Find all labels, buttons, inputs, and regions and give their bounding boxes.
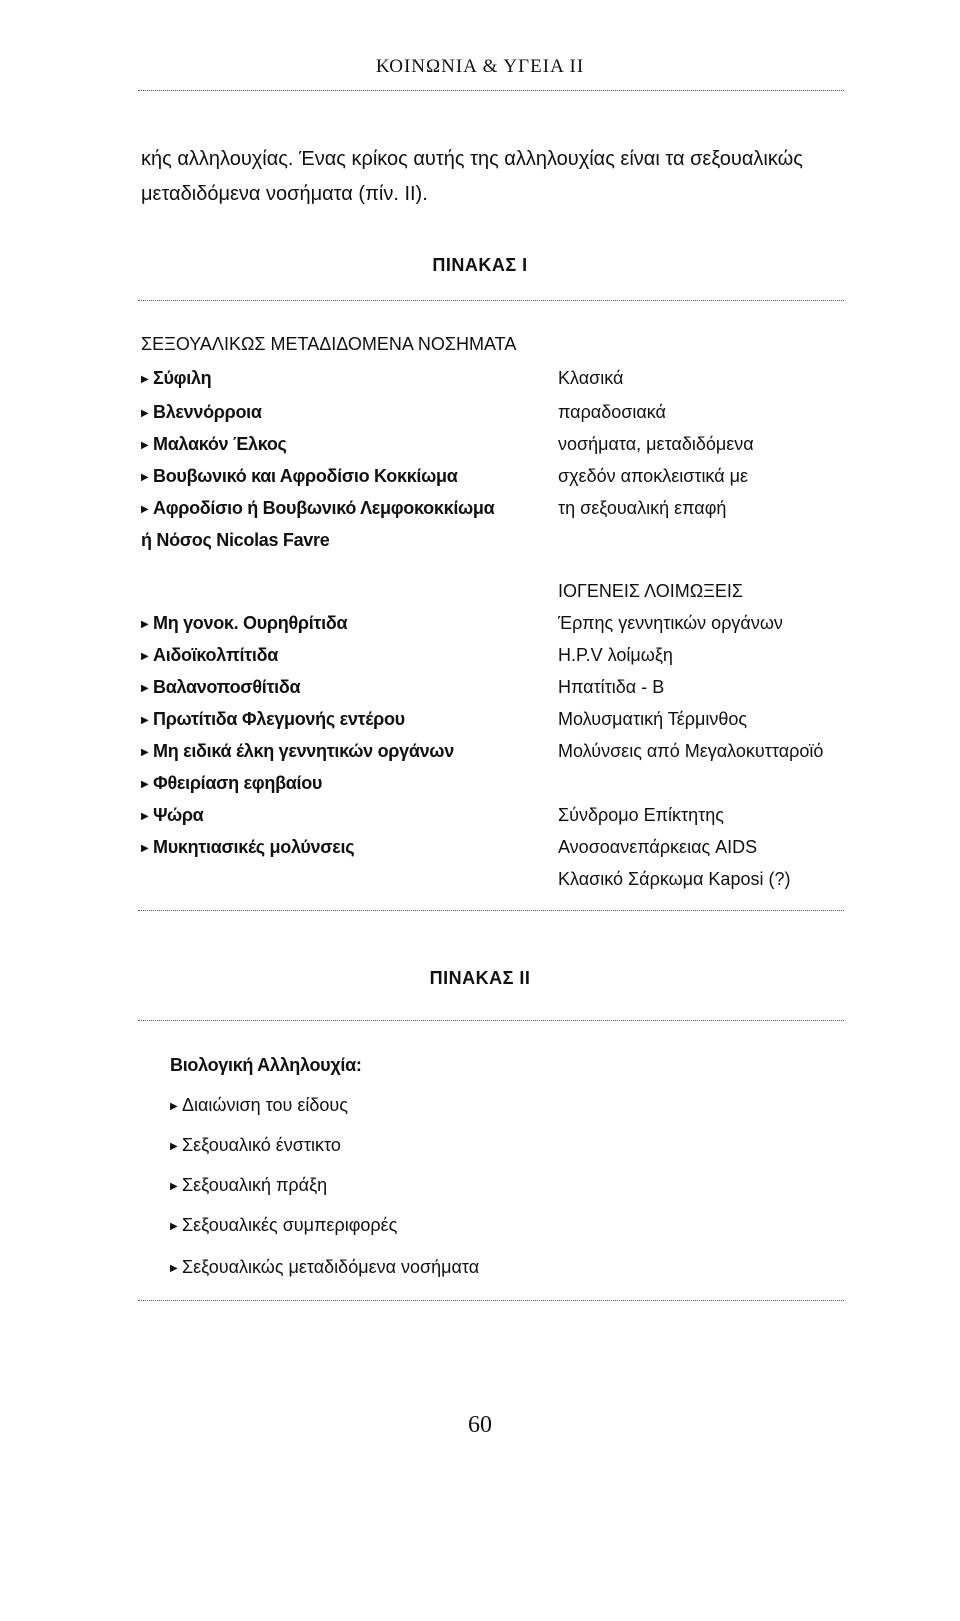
bullet-icon: ▶ bbox=[170, 1181, 178, 1192]
bullet-icon: ▶ bbox=[141, 811, 149, 822]
bullet-icon: ▶ bbox=[141, 374, 149, 385]
bullet-icon: ▶ bbox=[141, 651, 149, 662]
bullet-icon: ▶ bbox=[141, 843, 149, 854]
viral-item: Μολύνσεις από Μεγαλοκυτταροϊό bbox=[558, 741, 824, 761]
table-2-top-rule bbox=[138, 1020, 844, 1021]
bullet-icon: ▶ bbox=[141, 715, 149, 726]
note-line: σχεδόν αποκλειστικά με bbox=[558, 466, 749, 486]
bullet-icon: ▶ bbox=[141, 408, 149, 419]
viral-item: H.P.V λοίμωξη bbox=[558, 645, 673, 665]
list-item: ▶ Αφροδίσιο ή Βουβωνικό Λεμφοκοκκίωμα bbox=[141, 498, 495, 518]
note-line: παραδοσιακά bbox=[558, 402, 666, 422]
list-item: ▶ Σύφιλη bbox=[141, 368, 212, 388]
list-item: ▶ Βουβωνικό και Αφροδίσιο Κοκκίωμα bbox=[141, 466, 458, 486]
viral-infections-heading: ΙΟΓΕΝΕΙΣ ΛΟΙΜΩΞΕΙΣ bbox=[558, 581, 743, 601]
bullet-icon: ▶ bbox=[141, 747, 149, 758]
list-item: ▶ Βλεννόρροια bbox=[141, 402, 262, 422]
page-number: 60 bbox=[468, 1412, 492, 1438]
bullet-icon: ▶ bbox=[141, 504, 149, 515]
viral-item: Ηπατίτιδα - Β bbox=[558, 677, 665, 697]
table-2-heading: Βιολογική Αλληλουχία: bbox=[170, 1055, 362, 1075]
list-item: ▶ Σεξουαλικές συμπεριφορές bbox=[170, 1215, 398, 1235]
list-item: ▶ Σεξουαλική πράξη bbox=[170, 1175, 328, 1195]
list-item: ▶ Μαλακόν Έλκος bbox=[141, 434, 287, 454]
note-line: τη σεξουαλική επαφή bbox=[558, 498, 727, 518]
bullet-icon: ▶ bbox=[170, 1221, 178, 1232]
bullet-icon: ▶ bbox=[141, 472, 149, 483]
intro-line-2: μεταδιδόμενα νοσήματα (πίν. II). bbox=[141, 183, 428, 205]
intro-line-1: κής αλληλουχίας. Ένας κρίκος αυτής της αλληλουχίας είναι τα σεξουαλικώς bbox=[141, 148, 803, 170]
table-1-bottom-rule bbox=[138, 910, 844, 911]
viral-item: Έρπης γεννητικών οργάνων bbox=[558, 613, 783, 633]
list-item: ▶ Διαιώνιση του είδους bbox=[170, 1095, 348, 1115]
bullet-icon: ▶ bbox=[141, 619, 149, 630]
list-item: ▶ Σεξουαλικώς μεταδιδόμενα νοσήματα bbox=[170, 1257, 480, 1277]
table-1-top-rule bbox=[138, 300, 844, 301]
viral-item: Κλασικό Σάρκωμα Kaposi (?) bbox=[558, 869, 791, 889]
table-1-title: ΠΙΝΑΚΑΣ Ι bbox=[432, 255, 528, 275]
list-item: ▶ Μη γονοκ. Ουρηθρίτιδα bbox=[141, 613, 348, 633]
list-item: ▶ Σεξουαλικό ένστικτο bbox=[170, 1135, 341, 1155]
bullet-icon: ▶ bbox=[170, 1263, 178, 1274]
note-line: Κλασικά bbox=[558, 368, 624, 388]
bullet-icon: ▶ bbox=[141, 779, 149, 790]
viral-item: Ανοσοανεπάρκειας AIDS bbox=[558, 837, 758, 857]
bullet-icon: ▶ bbox=[141, 683, 149, 694]
table-2-bottom-rule bbox=[138, 1300, 844, 1301]
bullet-icon: ▶ bbox=[141, 440, 149, 451]
list-item: ▶ Μυκητιασικές μολύνσεις bbox=[141, 837, 355, 857]
bullet-icon: ▶ bbox=[170, 1141, 178, 1152]
list-item: ▶ Μη ειδικά έλκη γεννητικών οργάνων bbox=[141, 741, 454, 761]
list-item-continuation: ή Νόσος Nicolas Favre bbox=[141, 530, 330, 550]
table-2-title: ΠΙΝΑΚΑΣ II bbox=[429, 968, 531, 988]
list-item: ▶ Βαλανοποσθίτιδα bbox=[141, 677, 301, 697]
bullet-icon: ▶ bbox=[170, 1101, 178, 1112]
list-item: ▶ Φθειρίαση εφηβαίου bbox=[141, 773, 323, 793]
list-item: ▶ Ψώρα bbox=[141, 805, 204, 825]
note-line: νοσήματα, μεταδιδόμενα bbox=[558, 434, 754, 454]
header-rule bbox=[138, 90, 844, 91]
list-item: ▶ Αιδοϊκολπίτιδα bbox=[141, 645, 278, 665]
viral-item: Μολυσματική Τέρμινθος bbox=[558, 709, 748, 729]
running-header: ΚΟΙΝΩΝΙΑ & ΥΓΕΙΑ ΙΙ bbox=[375, 56, 585, 77]
viral-item: Σύνδρομο Επίκτητης bbox=[558, 805, 724, 825]
list-item: ▶ Πρωτίτιδα Φλεγμονής εντέρου bbox=[141, 709, 405, 729]
table-1-heading: ΣΕΞΟΥΑΛΙΚΩΣ ΜΕΤΑΔΙΔΟΜΕΝΑ ΝΟΣΗΜΑΤΑ bbox=[141, 334, 517, 354]
